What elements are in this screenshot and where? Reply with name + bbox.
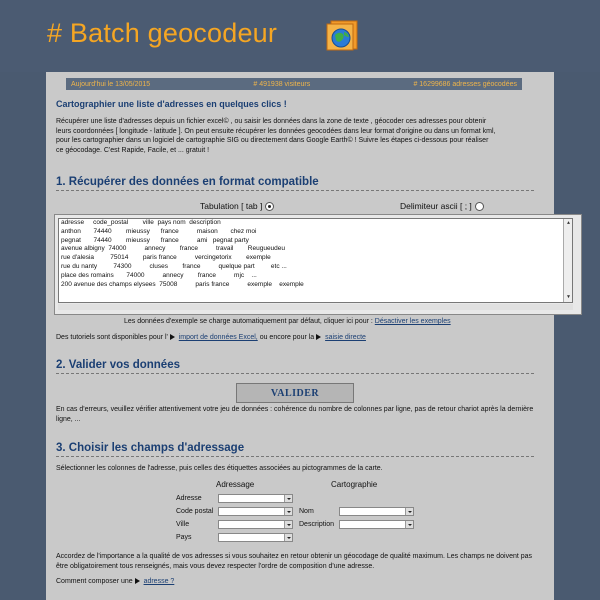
ascii-delimiter-option[interactable]	[400, 201, 484, 211]
geocoded-count: # 16299686 adresses géocodées	[413, 80, 517, 88]
compose-address-link[interactable]: adresse ?	[143, 578, 175, 585]
play-arrow-icon	[316, 334, 321, 340]
tutorial-pre-text: Des tutoriels sont disponibles pour l'	[56, 334, 168, 341]
site-title: # Batch geocodeur	[47, 18, 278, 48]
description-select[interactable]	[339, 520, 414, 529]
play-arrow-icon	[135, 578, 140, 584]
tutorial-mid-text: ou encore pour la	[259, 334, 315, 341]
carto-column-heading: Cartographie	[331, 480, 378, 489]
play-arrow-icon	[170, 334, 175, 340]
chevron-down-icon[interactable]	[284, 495, 292, 502]
address-field-label: Adresse	[176, 495, 202, 502]
section2-divider	[56, 373, 534, 374]
data-textarea[interactable]	[58, 218, 573, 303]
data-textarea-frame	[54, 214, 582, 315]
intro-line: pour les cartographier dans un logiciel de cartographie SIG ou directement dans Google Earth© ! Suivre les étapes ci-dessous pour réaliser	[56, 137, 489, 144]
intro-line: Récupérer une liste d'adresses depuis un fichier excel© , ou saisir les données dans la zone de texte , géocoder ces adresses pour obtenir	[56, 118, 487, 125]
validate-button[interactable]: VALIDER	[236, 383, 354, 403]
info-bar	[66, 78, 522, 90]
textarea-horizontal-scrollbar[interactable]	[58, 304, 573, 310]
textarea-line: rue du nanty 74300 cluses france quelque part etc ...	[61, 262, 287, 270]
tab-delimiter-option[interactable]	[200, 201, 274, 211]
city-select[interactable]	[218, 520, 293, 529]
error-help-text: En cas d'erreurs, veuillez vérifier attentivement votre jeu de données : cohérence du nombre de colonnes par ligne, pas de retour chariot après la dernière ligne, ...	[56, 406, 534, 423]
site-header	[0, 0, 600, 72]
visitor-count: # 491938 visiteurs	[253, 80, 311, 88]
section3-instruction: Sélectionner les colonnes de l'adresse, puis celles des étiquettes associées au pictogrammes de la carte.	[56, 465, 383, 472]
compose-pre-text: Comment composer une	[56, 578, 133, 585]
section3-divider	[56, 456, 534, 457]
chevron-down-icon[interactable]	[284, 534, 292, 541]
compose-address-line	[56, 578, 174, 585]
section2-heading: 2. Valider vos données	[56, 359, 180, 371]
section1-heading: 1. Récupérer des données en format compatible	[56, 176, 319, 188]
scroll-up-icon[interactable]: ▲	[566, 220, 570, 226]
excel-import-link[interactable]: import de données Excel,	[178, 334, 258, 341]
intro-line: ce géocodage. C'est Rapide, Facile, et ... gratuit !	[56, 146, 210, 154]
textarea-line: 200 avenue des champs elysees 75008 paris france exemple exemple	[61, 280, 304, 288]
date-text: Aujourd'hui le 13/05/2015	[71, 80, 151, 88]
address-select[interactable]	[218, 494, 293, 503]
textarea-line: place des romains 74000 annecy france mjc ...	[61, 271, 257, 279]
tab-delimiter-radio[interactable]	[265, 202, 274, 211]
intro-paragraph	[56, 117, 536, 155]
country-select[interactable]	[218, 533, 293, 542]
city-field-label: Ville	[176, 521, 190, 528]
section1-divider	[56, 190, 534, 191]
disable-examples-link[interactable]: Désactiver les exemples	[374, 318, 451, 325]
address-column-heading: Adressage	[216, 480, 255, 489]
description-field-label: Description	[299, 521, 335, 528]
chevron-down-icon[interactable]	[405, 521, 413, 528]
quality-note: Accordez de l'importance a la qualité de vos adresses si vous souhaitez en retour obtenir un géocodage de qualité maximum. Les champs ne doivent pas être obligatoirement tous renseignés, mais vous devez respecter l'ordre de composition d'une adresse.	[56, 553, 533, 570]
scroll-down-icon[interactable]: ▼	[566, 294, 570, 300]
textarea-line: avenue albigny 74000 annecy france travail Reugueudeu	[61, 245, 286, 253]
intro-heading: Cartographier une liste d'adresses en quelques clics !	[56, 99, 287, 109]
postal-code-field-label: Code postal	[176, 508, 214, 515]
ascii-delimiter-label: Delimiteur ascii [ ; ]	[400, 201, 472, 211]
ascii-delimiter-radio[interactable]	[475, 202, 484, 211]
tutorial-line	[56, 334, 366, 341]
intro-line: leurs coordonnées [ longitude - latitude ]. On peut ensuite récupérer les données geocodées dans leur format d'origine ou dans un format kml,	[56, 127, 496, 135]
direct-entry-link[interactable]: saisie directe	[325, 334, 366, 341]
textarea-line: adresse code_postal ville pays nom description	[61, 219, 221, 226]
name-select[interactable]	[339, 507, 414, 516]
section3-heading: 3. Choisir les champs d'adressage	[56, 442, 245, 454]
example-note	[124, 318, 451, 325]
postal-code-select[interactable]	[218, 507, 293, 516]
textarea-vertical-scrollbar[interactable]	[563, 219, 572, 302]
globe-folder-icon	[325, 18, 361, 52]
chevron-down-icon[interactable]	[284, 508, 292, 515]
textarea-line: rue d'alesia 75014 paris france vercingetorix exemple	[61, 254, 271, 262]
textarea-line: pegnat 74440 mieussy france ami pegnat party	[61, 236, 249, 244]
country-field-label: Pays	[176, 534, 192, 541]
textarea-line: anthon 74440 mieussy france maison chez moi	[61, 227, 257, 235]
example-note-text: Les données d'exemple se charge automatiquement par défaut, cliquer ici pour :	[124, 318, 373, 325]
tab-delimiter-label: Tabulation [ tab ]	[200, 201, 263, 211]
name-field-label: Nom	[299, 508, 314, 515]
chevron-down-icon[interactable]	[284, 521, 292, 528]
chevron-down-icon[interactable]	[405, 508, 413, 515]
